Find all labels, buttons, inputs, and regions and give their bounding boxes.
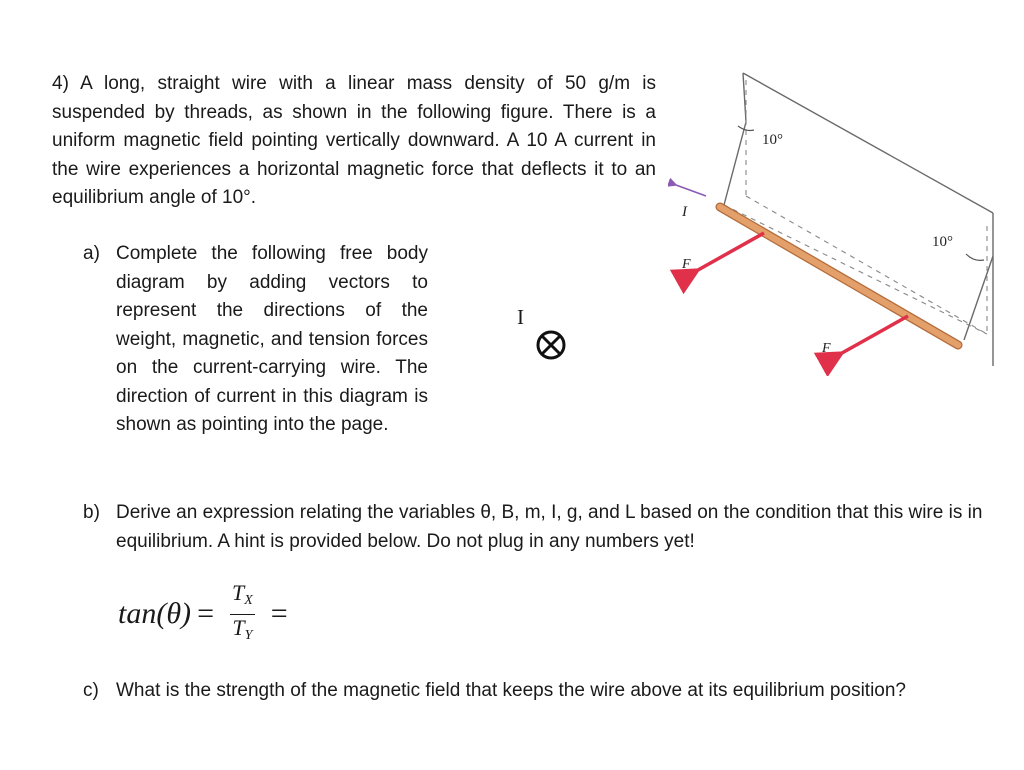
thread-right [964,256,993,340]
angle-label-right: 10° [932,234,953,250]
part-c-label: c) [83,680,99,701]
wire-figure [668,66,994,376]
equation-denominator: $T_Y$ [232,614,253,643]
force-arrow-2 [842,316,908,353]
part-a-text: Complete the following free body diagram by adding vectors to represent the directions of the weight, magnetic, and tension forces on the current-carrying wire. The direction of current in this diagram is shown as pointing into the page. [116,243,428,435]
force-arrow-1 [698,233,764,270]
angle-arc-top [738,126,754,131]
angle-label-top: 10° [762,132,783,148]
part-c-text: What is the strength of the magnetic field that keeps the wire above at its equilibrium position? [116,680,906,701]
part-b-label: b) [83,502,100,523]
part-b-text: Derive an expression relating the variables θ, B, m, I, g, and L based on the condition that this wire is in equilibrium. A hint is provided below. Do not plug in any numbers yet! [116,502,983,552]
part-a [83,240,428,440]
plane-dashed-line-2 [746,196,987,334]
part-a-label: a) [83,243,100,264]
hint-equation [118,579,294,644]
current-label: I [682,204,687,220]
equation-equals-2: = [270,597,288,630]
part-c [83,677,998,705]
equation-numerator: $T_X$ [230,581,255,615]
problem-intro: 4) A long, straight wire with a linear mass density of 50 g/m is suspended by threads, as shown in the following figure. There is a uniform magnetic field pointing vertically downward. A 10 A current in the wire experiences a horizontal magnetic force that deflects it to an equilibrium angle of 10°. [52,73,656,208]
angle-arc-right [966,254,984,260]
current-arrow [676,185,706,196]
equation-lhs: tan(θ) [118,597,192,630]
thread-left [724,122,746,205]
equation-equals: = [197,597,214,630]
force-label-2: F [822,341,831,356]
force-label-1: F [682,257,691,272]
equation-fraction [230,581,255,648]
part-b [83,498,998,556]
fbd-current-label: I [517,305,524,329]
plane-dashed-line [724,205,987,334]
into-page-x-icon [531,325,571,365]
wire [720,207,958,345]
